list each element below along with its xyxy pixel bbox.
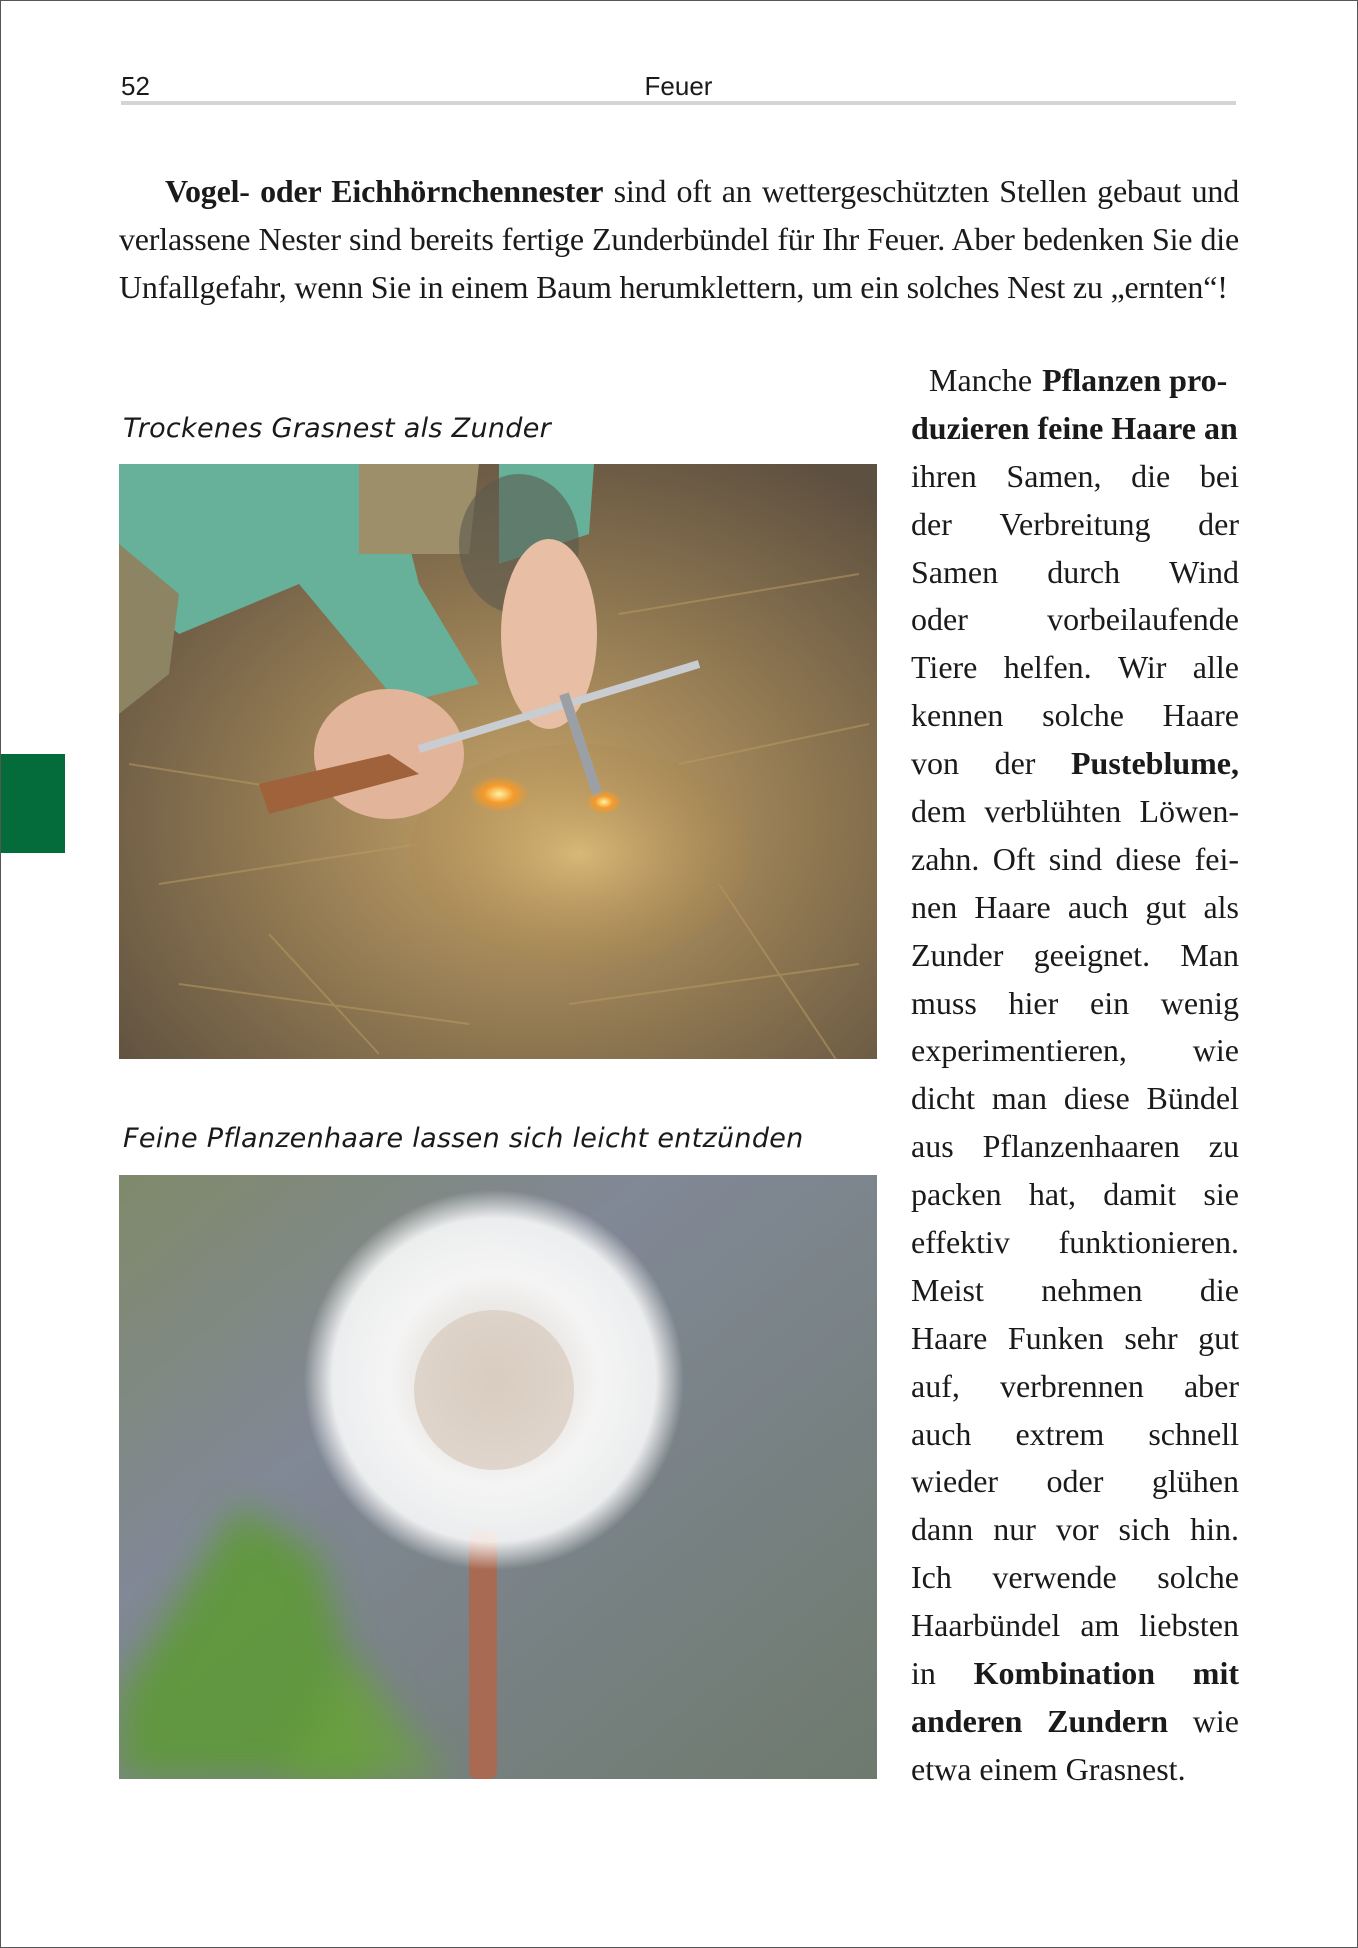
word: auch [1067,888,1129,925]
word: der [911,505,952,542]
word: glühen [1151,1463,1239,1500]
word: in [911,1655,936,1692]
word: Oft [992,840,1036,877]
word: ihren [911,457,977,494]
word: bei [1199,457,1239,494]
word: aus [911,1128,954,1165]
word: damit [1103,1176,1177,1213]
word: zu [1208,1128,1239,1165]
word: wenig [1160,984,1239,1021]
word: gut [1198,1319,1239,1356]
word: Haare [911,1319,988,1356]
side-column-line [911,1027,1239,1075]
word: fei- [1194,840,1239,877]
side-column-line [911,1171,1239,1219]
bold-word: duzieren feine Haare an [911,409,1238,446]
grass-nest-photo-image [119,464,877,1059]
bold-word: mit [1192,1655,1239,1692]
bold-word: Zundern [1047,1702,1169,1739]
side-column-line [911,1650,1239,1698]
word: sind [1048,840,1103,877]
word: oder [911,601,968,638]
word: die [1199,1271,1239,1308]
word: dicht [911,1080,975,1117]
side-column-line [911,932,1239,980]
word: Samen [911,553,999,590]
chapter-title: Feuer [644,71,713,101]
word: auch [911,1415,972,1452]
word: etwa einem Grasnest. [911,1750,1186,1787]
side-column-line [911,357,1239,405]
bold-word: anderen [911,1702,1023,1739]
side-column-line [911,405,1239,453]
side-column-line [911,1554,1239,1602]
word: experimentieren, [911,1032,1127,1069]
word: Meist [911,1271,984,1308]
word: liebsten [1139,1607,1239,1644]
word: funktionieren. [1058,1224,1239,1261]
side-column-line [911,1411,1239,1459]
word: hat, [1028,1176,1076,1213]
word: helfen. [1003,649,1092,686]
side-column-line [911,1698,1239,1746]
side-column-line [911,453,1239,501]
word: aber [1183,1367,1239,1404]
word: solche [1042,697,1124,734]
word: kennen [911,697,1004,734]
word: sich [1118,1511,1171,1548]
word: der [1198,505,1239,542]
side-column-line [911,644,1239,692]
word: alle [1192,649,1239,686]
side-column-text [911,357,1239,1794]
side-column-line [911,1075,1239,1123]
side-column-line [911,1219,1239,1267]
word: geeignet. [1033,936,1151,973]
word: Samen, [1006,457,1102,494]
bold-word: Kombination [973,1655,1156,1692]
word: Haare [1162,697,1239,734]
word: Wind [1169,553,1239,590]
word: solche [1157,1559,1239,1596]
word: diese [1063,1080,1130,1117]
side-column-line [911,1267,1239,1315]
word: wie [1192,1702,1239,1739]
chapter-thumb-tab [1,754,65,853]
word: am [1080,1607,1120,1644]
figure-caption-plant-hairs: Feine Pflanzenhaare lassen sich leicht entzünden [123,1123,804,1154]
word: Haarbündel [911,1607,1061,1644]
word: hin. [1190,1511,1239,1548]
word: die [1131,457,1171,494]
side-column-line [911,740,1239,788]
side-column-line [911,1123,1239,1171]
word: vor [1055,1511,1099,1548]
word: hier [1008,984,1059,1021]
intro-text: sind oft an wettergeschützten Stellen gebaut und verlassene Nester sind bereits fertige Zunderbündel für Ihr Feuer. Aber bedenken Sie die Unfallgefahr, wenn Sie in einem Baum herumklettern, um ein solches Nest zu „ernten“! [119,173,1239,305]
page-number: 52 [121,71,150,101]
word: Pflanzenhaaren [982,1128,1180,1165]
word: gut [1145,888,1187,925]
bold-word: Pusteblume, [1070,745,1239,782]
word: Zunder [911,936,1004,973]
word: sehr [1124,1319,1178,1356]
word: packen [911,1176,1002,1213]
word: Man [1180,936,1239,973]
figure-caption-grass-nest: Trockenes Grasnest als Zunder [123,413,552,444]
word: ein [1089,984,1130,1021]
photo-dandelion [119,1175,877,1779]
word: wieder [911,1463,999,1500]
side-column-line [911,1363,1239,1411]
word: nur [993,1511,1036,1548]
word: von [911,745,959,782]
word: nehmen [1041,1271,1143,1308]
intro-bold-lead: Vogel- oder Eichhörnchennester [165,173,604,209]
word: diese [1115,840,1182,877]
side-column-line [911,1746,1239,1794]
side-column-line [911,1315,1239,1363]
word: durch [1047,553,1121,590]
word: extrem [1015,1415,1105,1452]
word: schnell [1148,1415,1239,1452]
side-column-line [911,501,1239,549]
word: auf, [911,1367,960,1404]
side-column-line [911,884,1239,932]
word: verwende [992,1559,1117,1596]
word: zahn. [911,840,980,877]
dandelion-photo-image [119,1175,877,1779]
word: Verbreitung [999,505,1151,542]
word: muss [911,984,977,1021]
word: wie [1192,1032,1239,1069]
word: Ich [911,1559,952,1596]
word: verblühten [984,793,1122,830]
word: dem [911,793,967,830]
word: sie [1203,1176,1239,1213]
word: oder [1046,1463,1104,1500]
side-column-line [911,980,1239,1028]
word: Bündel [1146,1080,1239,1117]
side-column-line [911,788,1239,836]
word: der [994,745,1036,782]
side-column-line [911,692,1239,740]
side-column-line [911,549,1239,597]
word: Haare [974,888,1051,925]
word: dann [911,1511,974,1548]
side-column-line [911,1602,1239,1650]
header-rule [121,101,1236,105]
word: Wir [1117,649,1167,686]
word: Funken [1007,1319,1104,1356]
intro-paragraph [119,167,1239,311]
word: effektiv [911,1224,1010,1261]
word: als [1203,888,1239,925]
word: Löwen- [1139,793,1239,830]
side-column-line [911,596,1239,644]
word: nen [911,888,958,925]
word: Tiere [911,649,978,686]
side-column-line [911,1458,1239,1506]
word: Manche [929,362,1033,398]
photo-grass-nest-fire [119,464,877,1059]
word: verbrennen [999,1367,1144,1404]
word: vorbeilaufende [1047,601,1239,638]
word: man [991,1080,1047,1117]
side-column-line [911,1506,1239,1554]
side-column-line [911,836,1239,884]
bold-word: Pflanzen pro- [1042,362,1228,398]
